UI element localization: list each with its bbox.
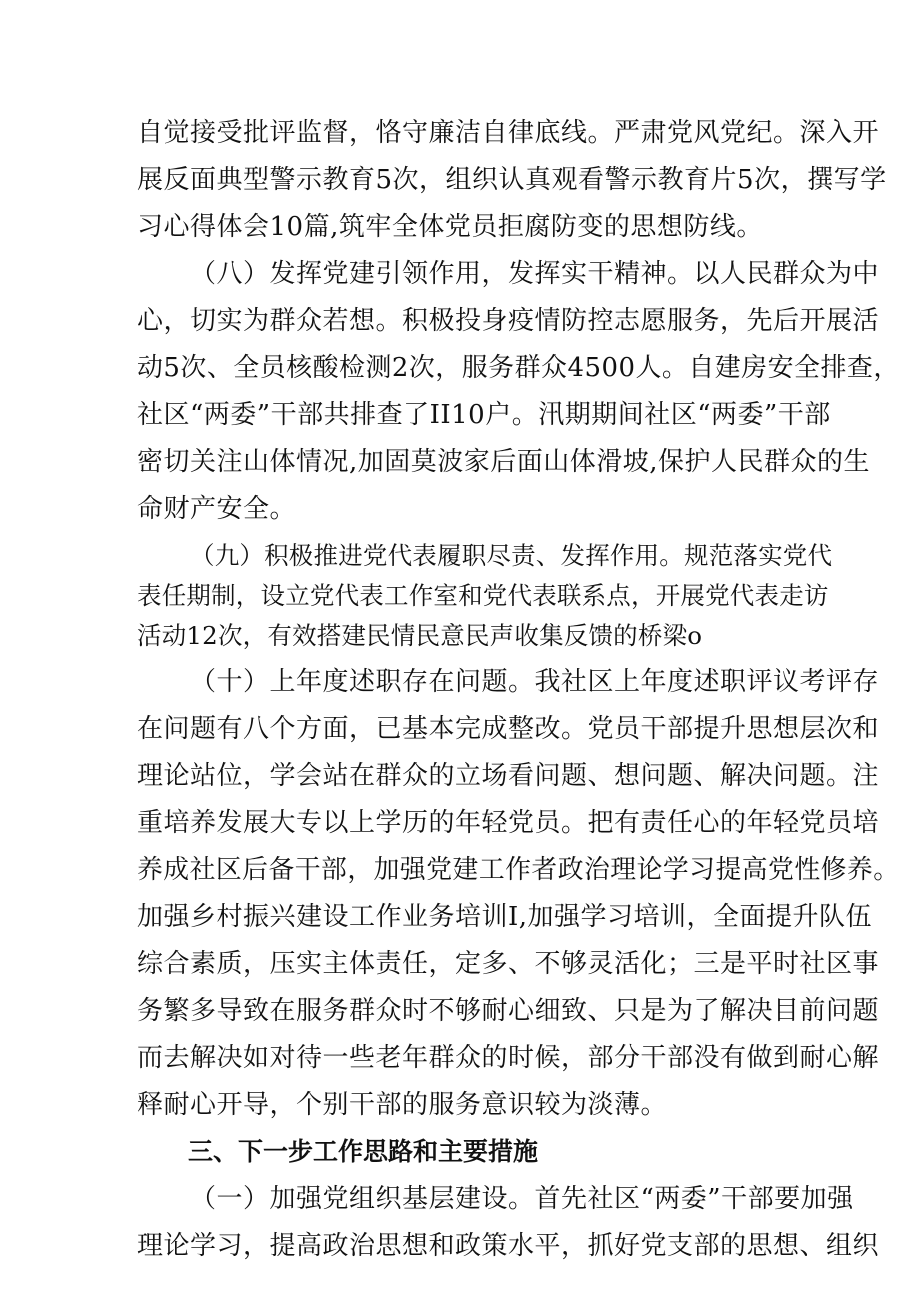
paragraph-line: 释耐心开导，个别干部的服务意识较为淡薄。 (137, 1090, 668, 1120)
paragraph-line: （一）加强党组织基层建设。首先社区“两委”干部要加强 (190, 1184, 854, 1214)
paragraph-line: 在问题有八个方面，已基本完成整改。党员干部提升思想层次和 (137, 714, 880, 744)
paragraph-line: 加强乡村振兴建设工作业务培训I,加强学习培训，全面提升队伍 (137, 902, 873, 932)
paragraph-line: 活动12次，有效搭建民情民意民声收集反馈的桥梁o (137, 621, 703, 650)
paragraph-line: 综合素质，压实主体责任，定多、不够灵活化；三是平时社区事 (137, 949, 880, 979)
paragraph-line: 命财产安全。 (137, 494, 297, 524)
paragraph-line: （九）积极推进党代表履职尽责、发挥作用。规范落实党代 (190, 541, 833, 570)
paragraph-line: 展反面典型警示教育5次，组织认真观看警示教育片5次，撰写学 (137, 165, 887, 195)
paragraph-line: 理论站位，学会站在群众的立场看问题、想问题、解决问题。注 (137, 761, 880, 791)
paragraph-line: 表任期制，设立党代表工作室和党代表联系点，开展党代表走访 (137, 581, 829, 610)
paragraph-line: 理论学习，提高政治思想和政策水平，抓好党支部的思想、组织 (137, 1231, 880, 1261)
paragraph-line: 密切关注山体情况,加固莫波家后面山体滑坡,保护人民群众的生 (137, 447, 871, 477)
paragraph-line: 务繁多导致在服务群众时不够耐心细致、只是为了解决目前问题 (137, 996, 880, 1026)
paragraph-line: 重培养发展大专以上学历的年轻党员。把有责任心的年轻党员培 (137, 808, 880, 838)
paragraph-line: 社区“两委”干部共排查了II10户。汛期期间社区“两委”干部 (137, 400, 831, 430)
section-heading: 三、下一步工作思路和主要措施 (188, 1137, 539, 1166)
paragraph-line: 习心得体会10篇,筑牢全体党员拒腐防变的思想防线。 (137, 212, 763, 242)
paragraph-line: 自觉接受批评监督，恪守廉洁自律底线。严肃党风党纪。深入开 (137, 118, 880, 148)
paragraph-line: 动5次、全员核酸检测2次，服务群众4500人。自建房安全排查， (137, 353, 900, 383)
paragraph-line: 而去解决如对待一些老年群众的时候，部分干部没有做到耐心解 (137, 1043, 880, 1073)
paragraph-line: （八）发挥党建引领作用，发挥实干精神。以人民群众为中 (190, 259, 880, 289)
paragraph-line: 心，切实为群众若想。积极投身疫情防控志愿服务，先后开展活 (137, 306, 880, 336)
paragraph-line: 养成社区后备干部，加强党建工作者政治理论学习提高党性修养。 (137, 855, 900, 885)
paragraph-line: （十）上年度述职存在问题。我社区上年度述职评议考评存 (190, 667, 880, 697)
